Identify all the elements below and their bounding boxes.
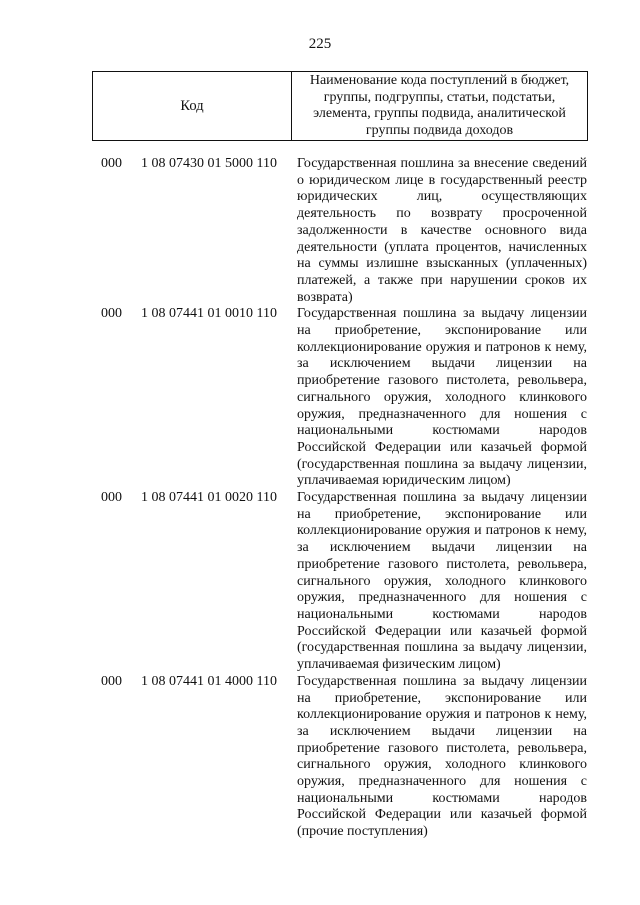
header-name-line: группы подвида доходов bbox=[365, 122, 514, 138]
header-name-line: Наименование кода поступлений в бюджет, bbox=[309, 73, 570, 88]
header-name-column bbox=[292, 72, 587, 140]
header-name-line: элемента, группы подвида, аналитической bbox=[313, 106, 566, 121]
table-row bbox=[0, 674, 640, 841]
page-number: 225 bbox=[308, 36, 332, 52]
revenue-code: 1 08 07430 01 5000 110 bbox=[141, 156, 277, 171]
admin-code: 000 bbox=[101, 673, 122, 689]
table-row bbox=[0, 490, 640, 674]
table-body bbox=[0, 156, 640, 841]
revenue-code: 1 08 07441 01 0010 110 bbox=[141, 306, 277, 322]
revenue-code: 1 08 07441 01 4000 110 bbox=[141, 673, 277, 689]
admin-code: 000 bbox=[101, 490, 122, 506]
admin-code: 000 bbox=[101, 156, 122, 171]
revenue-description: Государственная пошлина за выдачу лицензии на приобретение, экспонирование или коллекционирование оружия и патронов к нему, за исключением выдачи лицензии на приобретение газового пистолета, револьвера, сигнального оружия, холодного клинкового оружия, предназначенного для ношения с национальными костюмами народов Российской Федерации или казачьей формой (государственная пошлина за выдачу лицензии, уплачиваемая юридическим лицом) bbox=[297, 306, 587, 489]
revenue-code: 1 08 07441 01 0020 110 bbox=[141, 490, 277, 506]
revenue-description: Государственная пошлина за выдачу лицензии на приобретение, экспонирование или коллекционирование оружия и патронов к нему, за исключением выдачи лицензии на приобретение газового пистолета, револьвера, сигнального оружия, холодного клинкового оружия, предназначенного для ношения с национальными костюмами народов Российской Федерации или казачьей формой (прочие поступления) bbox=[297, 673, 587, 840]
table-row bbox=[0, 306, 640, 490]
header-code-column: Код bbox=[93, 72, 292, 140]
table-row bbox=[0, 156, 640, 306]
admin-code: 000 bbox=[101, 306, 122, 322]
revenue-description: Государственная пошлина за выдачу лицензии на приобретение, экспонирование или коллекционирование оружия и патронов к нему, за исключением выдачи лицензии на приобретение газового пистолета, револьвера, сигнального оружия, холодного клинкового оружия, предназначенного для ношения с национальными костюмами народов Российской Федерации или казачьей формой (государственная пошлина за выдачу лицензии, уплачиваемая физическим лицом) bbox=[297, 490, 587, 673]
revenue-description: Государственная пошлина за внесение сведений о юридическом лице в государственный реестр юридических лиц, осуществляющих деятельность по возврату просроченной задолженности в качестве основного вида деятельности (уплата процентов, начисленных на суммы излишне взысканных (уплаченных) платежей, а также при нарушении сроков их возврата) bbox=[297, 156, 587, 305]
header-name-line: группы, подгруппы, статьи, подстатьи, bbox=[323, 89, 556, 105]
table-header bbox=[92, 71, 588, 141]
